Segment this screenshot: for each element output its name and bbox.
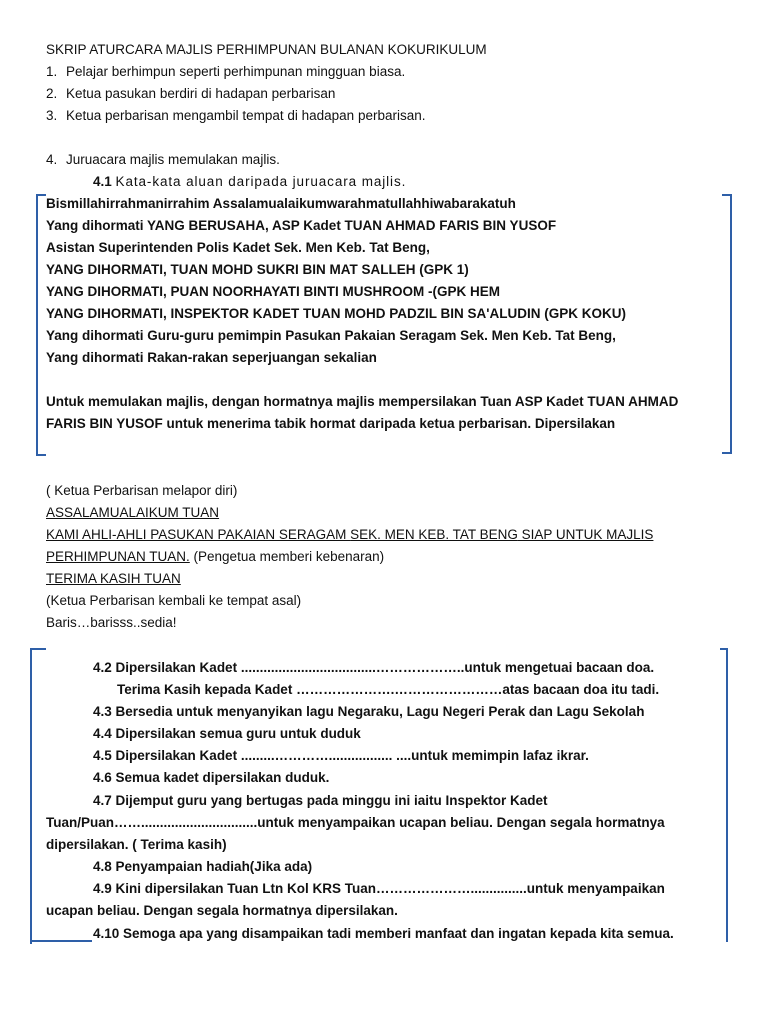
agenda-item: 4.10 Semoga apa yang disampaikan tadi memberi manfaat dan ingatan kepada kita semua. <box>93 926 674 941</box>
step-number: 4. <box>46 152 58 167</box>
report-ready-text: SIAP UNTUK MAJLIS <box>517 527 654 542</box>
agenda-item: 4.5 Dipersilakan Kadet .........…………................. ....untuk memimpin lafaz ikrar. <box>93 748 589 763</box>
greeting-line: Yang dihormati YANG BERUSAHA, ASP Kadet TUAN AHMAD FARIS BIN YUSOF <box>46 218 557 233</box>
school-name: SEK. MEN KEB. TAT BENG <box>350 527 518 542</box>
agenda-item: dipersilakan. ( Terima kasih) <box>46 837 227 852</box>
sub-step-4-1 <box>93 172 406 192</box>
right-bracket <box>722 194 732 454</box>
step-number: 2. <box>46 86 58 101</box>
agenda-item: 4.4 Dipersilakan semua guru untuk duduk <box>93 726 361 741</box>
report-ready-text: KAMI AHLI-AHLI PASUKAN PAKAIAN SERAGAM <box>46 527 351 542</box>
left-bracket <box>36 194 46 456</box>
report-ready-line <box>46 525 653 545</box>
agenda-item: Terima Kasih kepada Kadet ………………….……………………atas bacaan doa itu tadi. <box>117 682 660 697</box>
agenda-item: 4.6 Semua kadet dipersilakan duduk. <box>93 770 330 785</box>
report-command: Baris…barisss..sedia! <box>46 615 177 630</box>
report-intro: ( Ketua Perbarisan melapor diri) <box>46 483 238 498</box>
invitation-line: FARIS BIN YUSOF untuk menerima tabik hormat daripada ketua perbarisan. Dipersilakan <box>46 416 616 431</box>
report-salam: ASSALAMUALAIKUM TUAN <box>46 505 220 520</box>
greeting-line: Yang dihormati Rakan-rakan seperjuangan sekalian <box>46 350 377 365</box>
greeting-line: Bismillahirrahmanirrahim Assalamualaikumwarahmatullahhiwabarakatuh <box>46 196 516 211</box>
step-4 <box>46 150 280 170</box>
agenda-item: 4.8 Penyampaian hadiah(Jika ada) <box>93 859 313 874</box>
report-note: (Pengetua memberi kebenaran) <box>189 549 385 564</box>
agenda-item: Tuan/Puan……...............................untuk menyampaikan ucapan beliau. Dengan segala hormatnya <box>46 815 665 830</box>
agenda-item: ucapan beliau. Dengan segala hormatnya dipersilakan. <box>46 903 398 918</box>
greeting-line: Asistan Superintenden Polis Kadet Sek. Men Keb. Tat Beng, <box>46 240 430 255</box>
report-ready-line-2 <box>46 547 384 567</box>
bracket-bottom-rule <box>30 940 92 942</box>
right-bracket <box>720 648 728 942</box>
sub-step-text: Kata-kata aluan daripada juruacara majlis. <box>115 174 407 189</box>
report-ready-text: PERHIMPUNAN TUAN. <box>46 549 190 564</box>
greeting-line: YANG DIHORMATI, PUAN NOORHAYATI BINTI MUSHROOM -(GPK HEM <box>46 284 501 299</box>
greeting-line: YANG DIHORMATI, TUAN MOHD SUKRI BIN MAT SALLEH (GPK 1) <box>46 262 469 277</box>
step-text: Juruacara majlis memulakan majlis. <box>66 152 280 167</box>
document-title: SKRIP ATURCARA MAJLIS PERHIMPUNAN BULANAN KOKURIKULUM <box>46 42 487 57</box>
greeting-line: YANG DIHORMATI, INSPEKTOR KADET TUAN MOHD PADZIL BIN SA'ALUDIN (GPK KOKU) <box>46 306 626 321</box>
step-text: Ketua pasukan berdiri di hadapan perbarisan <box>66 86 336 101</box>
greeting-line: Yang dihormati Guru-guru pemimpin Pasukan Pakaian Seragam Sek. Men Keb. Tat Beng, <box>46 328 616 343</box>
step-number: 3. <box>46 108 58 123</box>
agenda-item: 4.2 Dipersilakan Kadet ....................................………………..untuk mengetuai bacaan doa. <box>93 660 655 675</box>
sub-step-number: 4.1 <box>93 174 112 189</box>
report-thanks: TERIMA KASIH TUAN <box>46 571 181 586</box>
agenda-item: 4.9 Kini dipersilakan Tuan Ltn Kol KRS Tuan…………………...............untuk menyampaikan <box>93 881 665 896</box>
report-return: (Ketua Perbarisan kembali ke tempat asal) <box>46 593 302 608</box>
agenda-item: 4.3 Bersedia untuk menyanyikan lagu Negaraku, Lagu Negeri Perak dan Lagu Sekolah <box>93 704 645 719</box>
step-text: Ketua perbarisan mengambil tempat di hadapan perbarisan. <box>66 108 426 123</box>
step-3 <box>46 106 425 126</box>
step-number: 1. <box>46 64 58 79</box>
invitation-line: Untuk memulakan majlis, dengan hormatnya majlis mempersilakan Tuan ASP Kadet TUAN AHMAD <box>46 394 679 409</box>
step-1 <box>46 62 405 82</box>
agenda-item: 4.7 Dijemput guru yang bertugas pada minggu ini iaitu Inspektor Kadet <box>93 793 548 808</box>
step-text: Pelajar berhimpun seperti perhimpunan mingguan biasa. <box>66 64 406 79</box>
step-2 <box>46 84 335 104</box>
left-bracket <box>30 648 46 944</box>
